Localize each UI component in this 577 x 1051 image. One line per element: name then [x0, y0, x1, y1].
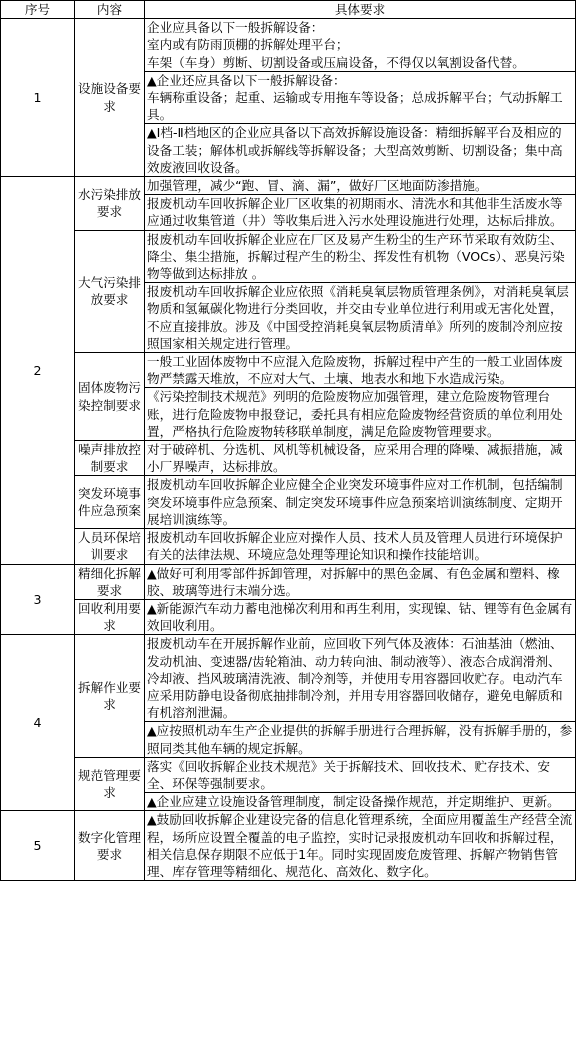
table-header-row — [1, 1, 576, 19]
requirement-cell: ▲新能源汽车动力蓄电池梯次利用和再生利用，实现镍、钴、锂等有色金属有效回收利用。 — [145, 599, 576, 634]
category-cell: 水污染排放要求 — [75, 177, 145, 231]
header-requirements: 具体要求 — [145, 1, 576, 19]
header-content: 内容 — [75, 1, 145, 19]
requirement-cell: ▲企业还应具备以下一般拆解设备： 车辆称重设备；起重、运输或专用拖车等设备；总成拆解平台；气动拆解工具。 — [145, 71, 576, 124]
category-cell: 拆解作业要求 — [75, 635, 145, 757]
table-row — [1, 599, 576, 634]
requirement-cell: 企业应具备以下一般拆解设备： 室内或有防雨顶棚的拆解处理平台； 车架（车身）剪断、切割设备或压扁设备，不得仅以氧割设备代替。 — [145, 19, 576, 72]
requirement-cell: ▲Ⅰ档-Ⅱ档地区的企业应具备以下高效拆解设施设备：精细拆解平台及相应的设备工装；解体机或拆解线等拆解设备；大型高效剪断、切割设备；集中高效废液回收设备。 — [145, 124, 576, 177]
table-row — [1, 757, 576, 792]
seq-cell: 5 — [1, 811, 75, 881]
seq-cell: 2 — [1, 177, 75, 564]
category-cell: 精细化拆解要求 — [75, 564, 145, 599]
table-row — [1, 177, 576, 195]
seq-cell: 1 — [1, 19, 75, 177]
category-cell: 规范管理要求 — [75, 757, 145, 811]
category-cell: 大气污染排放要求 — [75, 230, 145, 352]
table-row — [1, 441, 576, 476]
requirement-cell: 加强管理，减少“跑、冒、滴、漏”，做好厂区地面防渗措施。 — [145, 177, 576, 195]
table-row — [1, 564, 576, 599]
requirement-cell: 报废机动车回收拆解企业应对操作人员、技术人员及管理人员进行环境保护有关的法律法规、环境应急处理等理论知识和操作技能培训。 — [145, 529, 576, 564]
requirement-cell: ▲应按照机动车生产企业提供的拆解手册进行合理拆解，没有拆解手册的，参照同类其他车辆的规定拆解。 — [145, 722, 576, 757]
requirement-cell: 落实《回收拆解企业技术规范》关于拆解技术、回收技术、贮存技术、安全、环保等强制要求。 — [145, 757, 576, 792]
category-cell: 数字化管理要求 — [75, 811, 145, 881]
category-cell: 设施设备要求 — [75, 19, 145, 177]
category-cell: 人员环保培训要求 — [75, 529, 145, 564]
category-cell: 固体废物污染控制要求 — [75, 353, 145, 441]
requirement-cell: ▲鼓励回收拆解企业建设完备的信息化管理系统，全面应用覆盖生产经营全流程，场所应设置全覆盖的电子监控，实时记录报废机动车回收和拆解过程，相关信息保存期限不应低于1年。同时实现固废危废管理、拆解产物销售管理、库存管理等精细化、规范化、高效化、数字化。 — [145, 811, 576, 881]
requirement-cell: 《污染控制技术规范》列明的危险废物应加强管理，建立危险废物管理台账，进行危险废物申报登记，委托具有相应危险废物经营资质的单位利用处置，严格执行危险废物转移联单制度，满足危险废物管理要求。 — [145, 388, 576, 441]
requirement-cell: 报废机动车回收拆解企业应在厂区及易产生粉尘的生产环节采取有效防尘、降尘、集尘措施，拆解过程产生的粉尘、挥发性有机物（VOCs）、恶臭污染物等做到达标排放 。 — [145, 230, 576, 283]
category-cell: 回收利用要求 — [75, 599, 145, 634]
requirement-cell: ▲企业应建立设施设备管理制度，制定设备操作规范，并定期维护、更新。 — [145, 793, 576, 811]
table-row — [1, 529, 576, 564]
seq-cell: 4 — [1, 635, 75, 811]
table-row — [1, 635, 576, 722]
category-cell: 突发环境事件应急预案 — [75, 476, 145, 529]
table-row — [1, 811, 576, 881]
table-body — [1, 19, 576, 881]
seq-cell: 3 — [1, 564, 75, 635]
requirement-cell: 报废机动车在开展拆解作业前，应回收下列气体及液体：石油基油（燃油、发动机油、变速器/齿轮箱油、动力转向油、制动液等）、液态合成润滑剂、冷却液、挡风玻璃清洗液、制冷剂等，并使用专用容器回收贮存。电动汽车应采用防静电设备彻底抽排制冷剂，并用专用容器回收储存，避免电解质和有机溶剂泄漏。 — [145, 635, 576, 722]
category-cell: 噪声排放控制要求 — [75, 441, 145, 476]
requirement-cell: 对于破碎机、分选机、风机等机械设备，应采用合理的降噪、减振措施，减小厂界噪声，达标排放。 — [145, 441, 576, 476]
requirement-cell: 报废机动车回收拆解企业厂区收集的初期雨水、清洗水和其他非生活废水等应通过收集管道（井）等收集后进入污水处理设施进行处理，达标后排放。 — [145, 195, 576, 230]
table-row — [1, 476, 576, 529]
header-seq: 序号 — [1, 1, 75, 19]
requirement-cell: ▲做好可利用零部件拆卸管理，对拆解中的黑色金属、有色金属和塑料、橡胶、玻璃等进行末端分选。 — [145, 564, 576, 599]
table-row — [1, 19, 576, 72]
requirement-cell: 一般工业固体废物中不应混入危险废物，拆解过程中产生的一般工业固体废物严禁露天堆放，不应对大气、土壤、地表水和地下水造成污染。 — [145, 353, 576, 388]
requirement-cell: 报废机动车回收拆解企业应依照《消耗臭氧层物质管理条例》，对消耗臭氧层物质和氢氟碳化物进行分类回收，并交由专业单位进行利用或无害化处置，不应直接排放。涉及《中国受控消耗臭氧层物质清单》所列的废制冷剂应按照国家相关规定进行管理。 — [145, 283, 576, 353]
table-row — [1, 353, 576, 388]
table-row — [1, 230, 576, 283]
requirement-cell: 报废机动车回收拆解企业应健全企业突发环境事件应对工作机制，包括编制突发环境事件应急预案、制定突发环境事件应急预案培训演练制度、定期开展培训演练等。 — [145, 476, 576, 529]
